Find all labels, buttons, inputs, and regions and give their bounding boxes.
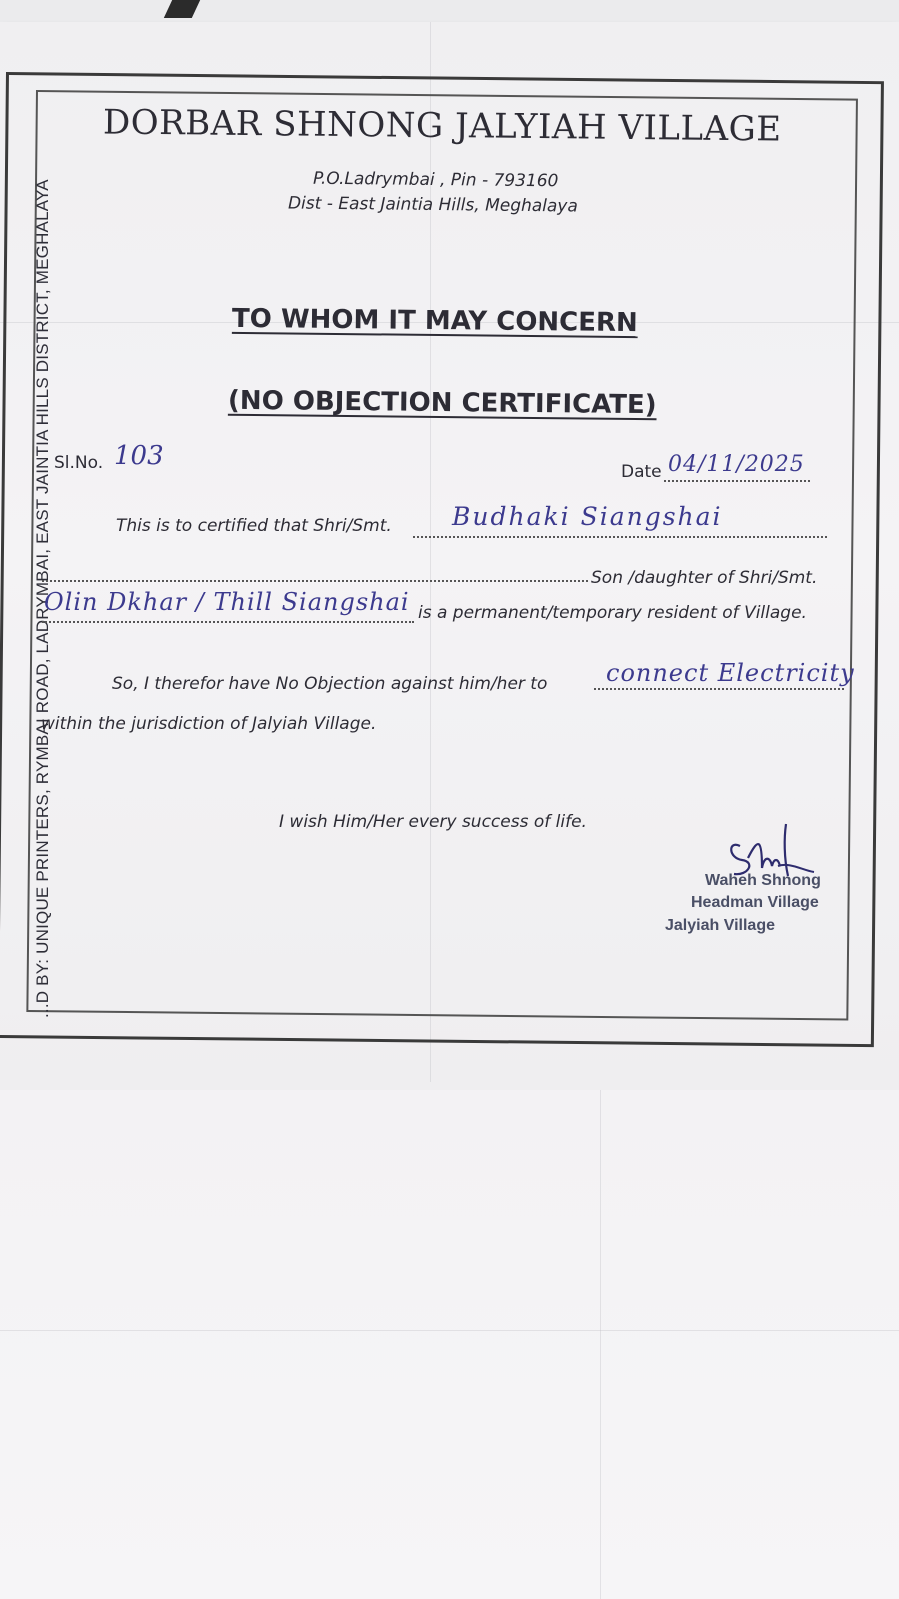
paper-crease (600, 1090, 601, 1599)
address-line-2: Dist - East Jaintia Hills, Meghalaya (287, 193, 578, 217)
heading-to-whom: TO WHOM IT MAY CONCERN (231, 303, 638, 339)
applicant-name: Budhaki Siangshai (452, 502, 723, 531)
objection-text: So, I therefor have No Objection against him/her to (112, 674, 548, 694)
purpose-value: connect Electricity (606, 659, 855, 687)
purpose-dotted-line (594, 688, 844, 690)
headman-stamp (663, 860, 873, 950)
address-line-1: P.O.Ladrymbai , Pin - 793160 (312, 168, 559, 192)
parent-names: Olin Dkhar / Thill Siangshai (44, 588, 410, 616)
jurisdiction-text: within the jurisdiction of Jalyiah Village. (41, 714, 377, 734)
parent-dotted-line (42, 621, 414, 623)
heading-noc: (NO OBJECTION CERTIFICATE) (227, 385, 657, 421)
son-daughter-text: Son /daughter of Shri/Smt. (591, 568, 818, 588)
name-dotted-line (413, 536, 827, 538)
wish-text: I wish Him/Her every success of life. (279, 812, 587, 832)
stamp-place: Jalyiah Village (665, 917, 775, 934)
blank-paper (0, 1090, 899, 1599)
certify-text: This is to certified that Shri/Smt. (116, 516, 392, 536)
serial-number: 103 (114, 441, 164, 471)
date-label: Date (621, 462, 662, 482)
date-dotted-line (664, 480, 810, 482)
resident-text: is a permanent/temporary resident of Village. (418, 603, 807, 623)
printer-side-strip (4, 100, 52, 1018)
organization-title: DORBAR SHNONG JALYIAH VILLAGE (102, 102, 782, 150)
stamp-role: Headman Village (691, 894, 819, 911)
stamp-name: Waheh Shnong (705, 872, 821, 889)
printer-imprint: ...D BY: UNIQUE PRINTERS, RYMBAI ROAD, LADRYMBAI, EAST JAINTIA HILLS DISTRICT, MEGHALAYA (33, 179, 52, 1018)
date-value: 04/11/2025 (668, 452, 805, 477)
continuation-dotted-line (42, 580, 588, 582)
paper-crease (0, 1330, 899, 1331)
serial-label: Sl.No. (54, 453, 104, 473)
